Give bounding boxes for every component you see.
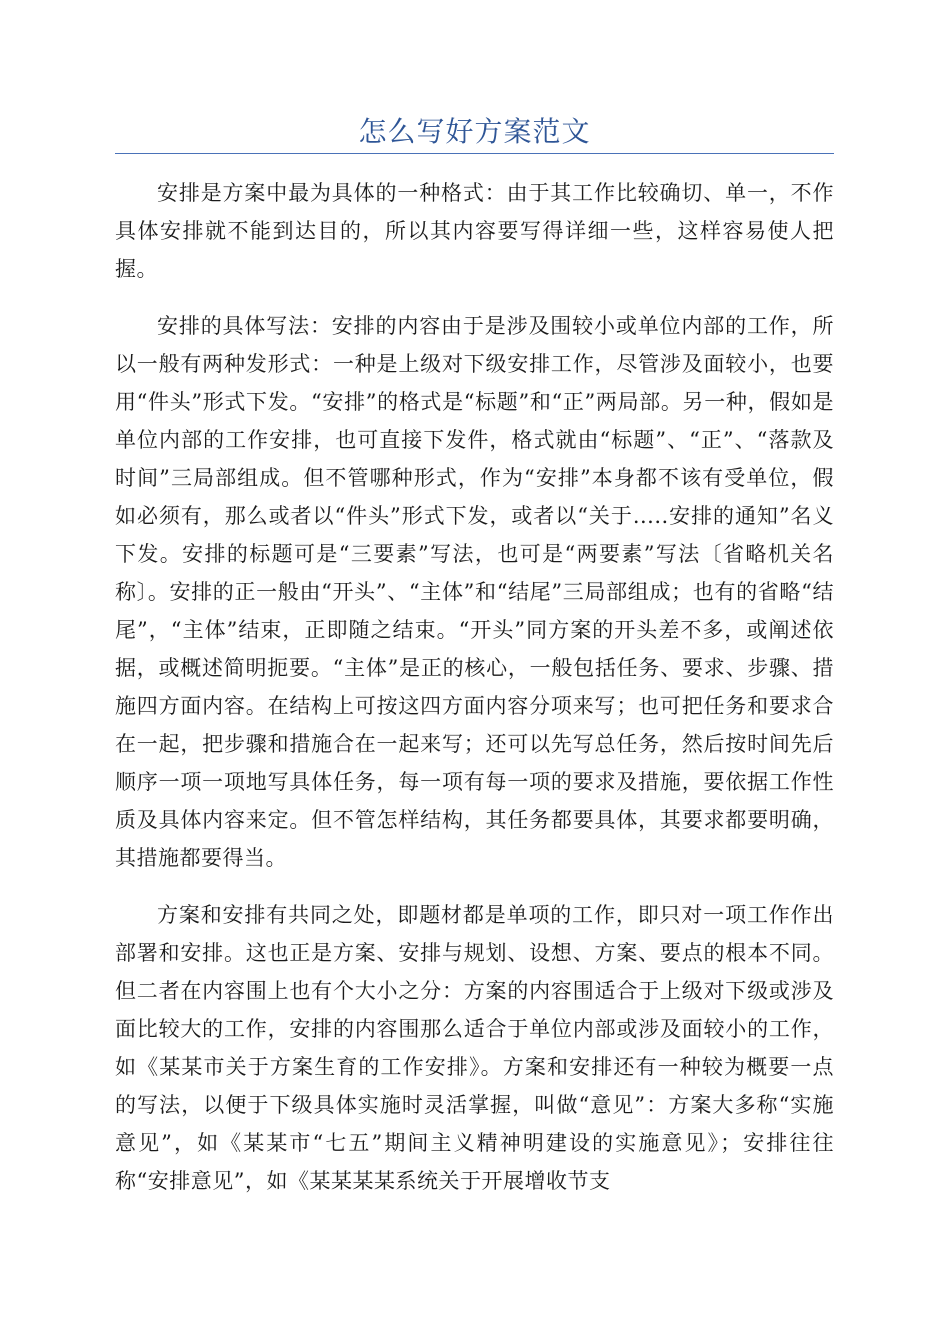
paragraph-1: 安排是方案中最为具体的一种格式：由于其工作比较确切、单一，不作具体安排就不能到达目的，所以其内容要写得详细一些，这样容易使人把握。 <box>115 181 834 281</box>
document-title: 怎么写好方案范文 <box>358 115 591 148</box>
document-body <box>115 174 834 1219</box>
paragraph-2: 安排的具体写法：安排的内容由于是涉及围较小或单位内部的工作，所以一般有两种发形式：一种是上级对下级安排工作，尽管涉及面较小，也要用“件头”形式下发。“安排”的格式是“标题”和“正”两局部。另一种，假如是单位内部的工作安排，也可直接下发件，格式就由“标题”、“正”、“落款及时间”三局部组成。但不管哪种形式，作为“安排”本身都不该有受单位，假如必须有，那么或者以“件头”形式下发，或者以“关于.....安排的通知”名义下发。安排的标题可是“三要素”写法，也可是“两要素”写法〔省略机关名称〕。安排的正一般由“开头”、“主体”和“结尾”三局部组成；也有的省略“结尾”，“主体”结束，正即随之结束。“开头”同方案的开头差不多，或阐述依据，或概述简明扼要。“主体”是正的核心，一般包括任务、要求、步骤、措施四方面内容。在结构上可按这四方面内容分项来写；也可把任务和要求合在一起，把步骤和措施合在一起来写；还可以先写总任务，然后按时间先后顺序一项一项地写具体任务，每一项有每一项的要求及措施，要依据工作性质及具体内容来定。但不管怎样结构，其任务都要具体，其要求都要明确，其措施都要得当。 <box>115 314 834 870</box>
title-underline <box>115 153 834 154</box>
paragraph-3: 方案和安排有共同之处，即题材都是单项的工作，即只对一项工作作出部署和安排。这也正是方案、安排与规划、设想、方案、要点的根本不同。但二者在内容围上也有个大小之分：方案的内容围适合于上级对下级或涉及面比较大的工作，安排的内容围那么适合于单位内部或涉及面较小的工作，如《某某市关于方案生育的工作安排》。方案和安排还有一种较为概要一点的写法，以便于下级具体实施时灵活掌握，叫做“意见”：方案大多称“实施意见”，如《某某市“七五”期间主义精神明建设的实施意见》；安排往往称“安排意见”，如《某某某某系统关于开展增收节支 <box>115 903 834 1193</box>
